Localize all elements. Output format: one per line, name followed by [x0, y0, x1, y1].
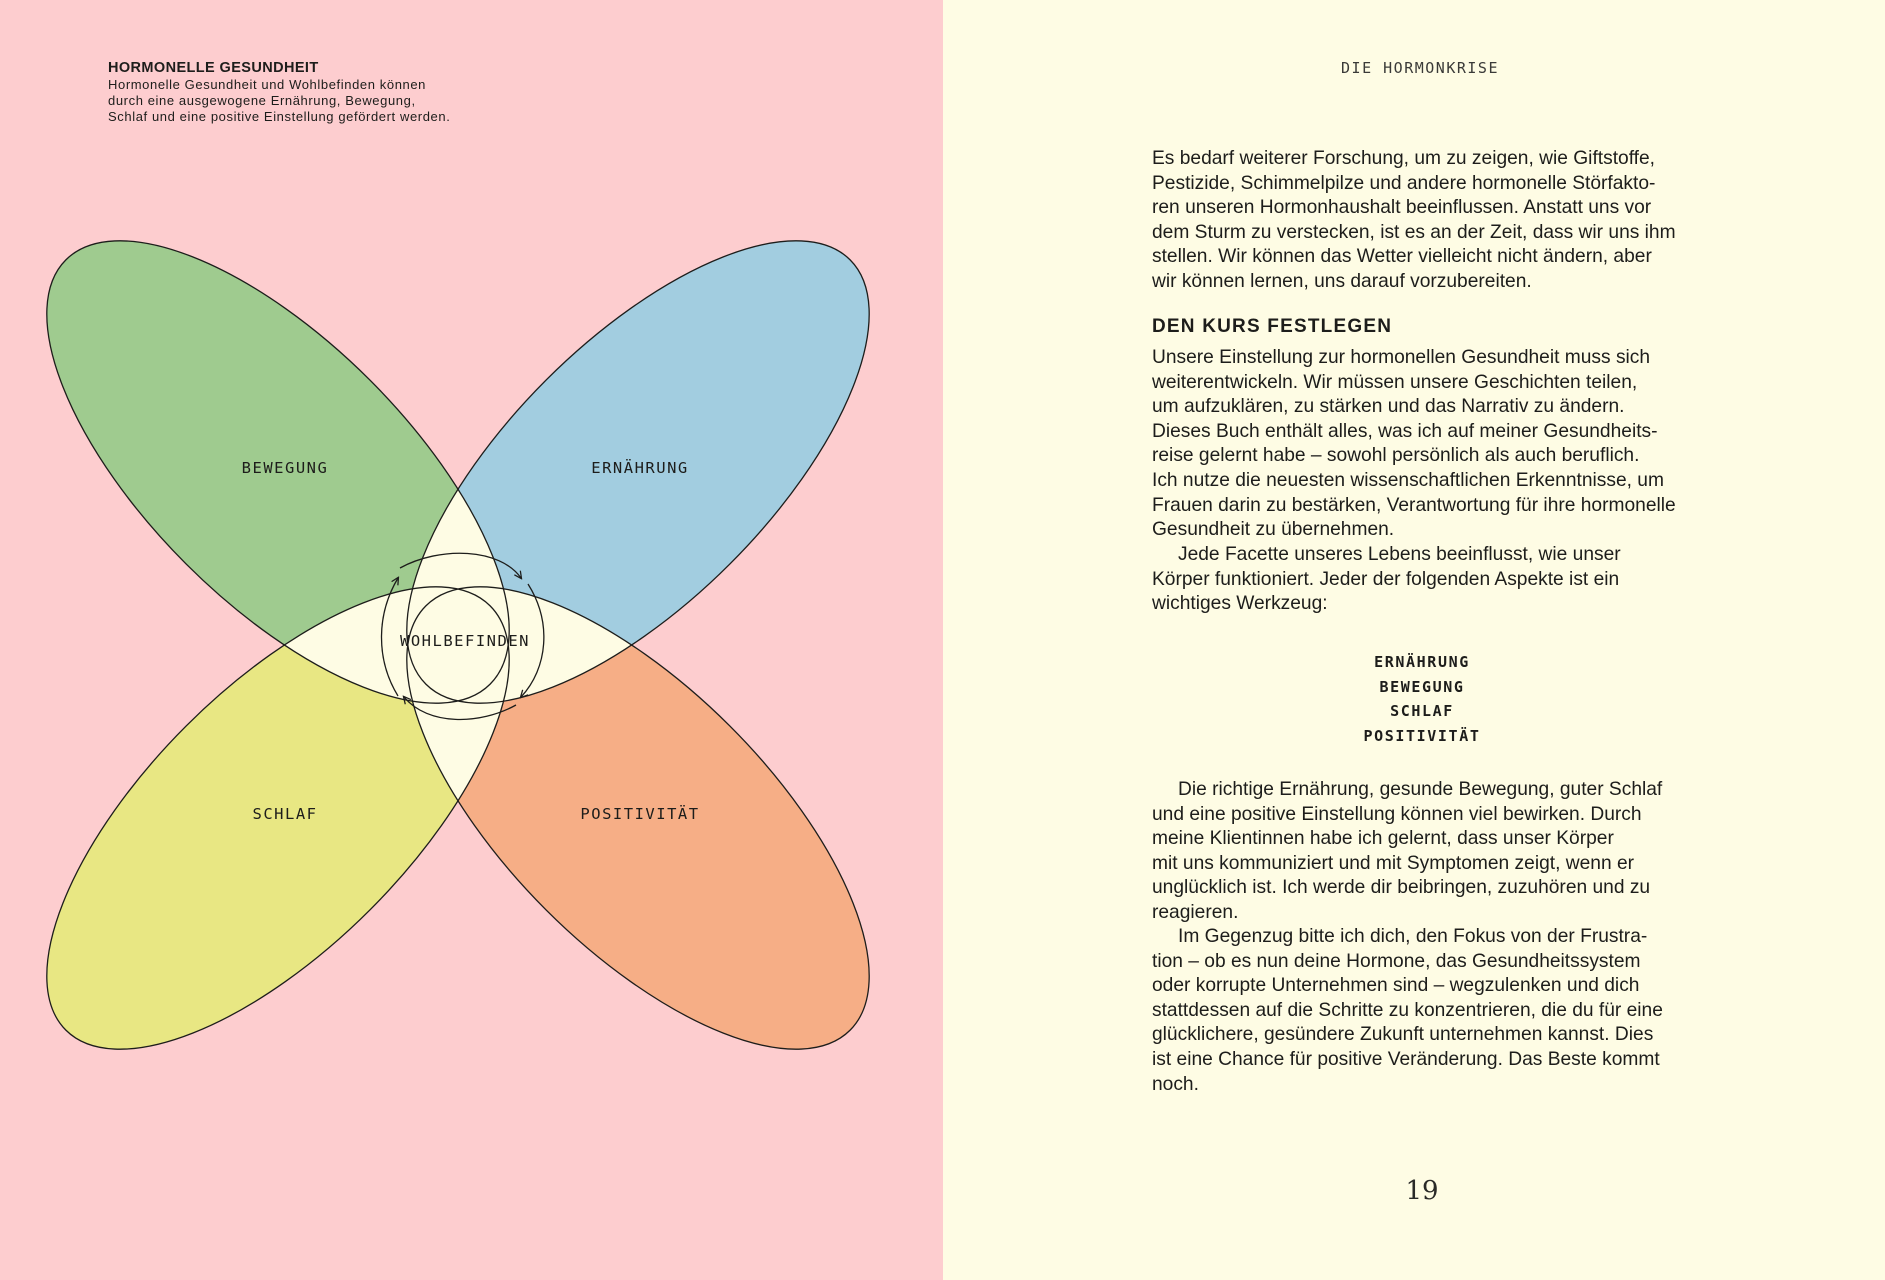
- caption-title: HORMONELLE GESUNDHEIT: [108, 60, 319, 76]
- petal-label-schlaf: SCHLAF: [252, 805, 318, 823]
- tool-item: SCHLAF: [1390, 702, 1454, 720]
- text-line: Im Gegenzug bitte ich dich, den Fokus von der Frustra-: [1178, 926, 1648, 947]
- text-line: Pestizide, Schimmelpilze und andere hormonelle Störfakto-: [1152, 172, 1656, 194]
- paragraph: [1152, 346, 1712, 543]
- paragraph: [1152, 543, 1712, 617]
- paragraph: [1152, 925, 1712, 1097]
- petal-label-ernaehrung: ERNÄHRUNG: [591, 459, 689, 477]
- text-line: stellen. Wir können das Wetter vielleicht nicht ändern, aber: [1152, 246, 1652, 268]
- text-line: glücklichere, gesündere Zukunft unternehmen kannst. Dies: [1152, 1024, 1654, 1046]
- text-line: und eine positive Einstellung können viel bewirken. Durch: [1152, 803, 1642, 825]
- caption-line: Hormonelle Gesundheit und Wohlbefinden können: [108, 77, 427, 92]
- text-line: um aufzuklären, zu stärken und das Narrativ zu ändern.: [1152, 396, 1625, 418]
- text-line: ist eine Chance für positive Veränderung. Das Beste kommt: [1152, 1048, 1660, 1070]
- text-line: Gesundheit zu übernehmen.: [1152, 519, 1395, 541]
- text-line: Die richtige Ernährung, gesunde Bewegung, guter Schlaf: [1178, 779, 1663, 800]
- text-line: wichtiges Werkzeug:: [1152, 593, 1328, 615]
- text-line: Jede Facette unseres Lebens beeinflusst, wie unser: [1178, 544, 1621, 565]
- center-label-wohlbefinden: WOHLBEFINDEN: [400, 632, 530, 650]
- running-head: DIE HORMONKRISE: [1341, 59, 1499, 77]
- text-line: mit uns kommuniziert und mit Symptomen zeigt, wenn er: [1152, 852, 1635, 874]
- text-line: reagieren.: [1152, 901, 1239, 923]
- petal-label-positivitaet: POSITIVITÄT: [580, 805, 700, 823]
- text-line: weiterentwickeln. Wir müssen unsere Geschichten teilen,: [1152, 371, 1638, 393]
- text-line: Es bedarf weiterer Forschung, um zu zeigen, wie Giftstoffe,: [1152, 148, 1656, 169]
- text-line: tion – ob es nun deine Hormone, das Gesundheitssystem: [1152, 950, 1641, 972]
- paragraph: [1152, 147, 1712, 295]
- text-line: Körper funktioniert. Jeder der folgenden Aspekte ist ein: [1152, 568, 1620, 590]
- text-line: Unsere Einstellung zur hormonellen Gesundheit muss sich: [1152, 347, 1651, 368]
- caption-line: Schlaf und eine positive Einstellung gefördert werden.: [108, 109, 451, 124]
- text-line: ren unseren Hormonhaushalt beeinflussen. Anstatt uns vor: [1152, 197, 1652, 219]
- page-number: 19: [1405, 1176, 1439, 1206]
- text-line: wir können lernen, uns darauf vorzubereiten.: [1152, 270, 1532, 292]
- text-line: meine Klientinnen habe ich gelernt, dass unser Körper: [1152, 828, 1614, 850]
- caption-line: durch eine ausgewogene Ernährung, Bewegung,: [108, 93, 416, 108]
- paragraph: [1152, 778, 1712, 926]
- text-line: reise gelernt habe – sowohl persönlich als auch beruflich.: [1152, 445, 1640, 467]
- tool-item: BEWEGUNG: [1379, 677, 1465, 696]
- text-line: dem Sturm zu verstecken, ist es an der Zeit, dass wir uns ihm: [1152, 221, 1676, 243]
- text-line: Frauen darin zu bestärken, Verantwortung für ihre hormonelle: [1152, 494, 1676, 516]
- petal-label-bewegung: BEWEGUNG: [241, 459, 329, 477]
- text-line: oder korrupte Unternehmen sind – wegzulenken und dich: [1152, 975, 1640, 997]
- text-line: noch.: [1152, 1073, 1199, 1095]
- tool-list: [1282, 650, 1562, 748]
- tool-item: ERNÄHRUNG: [1374, 653, 1470, 671]
- text-line: unglücklich ist. Ich werde dir beibringen, zuzuhören und zu: [1152, 877, 1651, 899]
- text-line: stattdessen auf die Schritte zu konzentrieren, die du für eine: [1152, 999, 1663, 1021]
- tool-item: POSITIVITÄT: [1363, 726, 1481, 745]
- section-heading: DEN KURS FESTLEGEN: [1152, 316, 1393, 337]
- text-line: Ich nutze die neuesten wissenschaftlichen Erkenntnisse, um: [1152, 469, 1664, 491]
- text-line: Dieses Buch enthält alles, was ich auf meiner Gesundheits-: [1152, 420, 1658, 442]
